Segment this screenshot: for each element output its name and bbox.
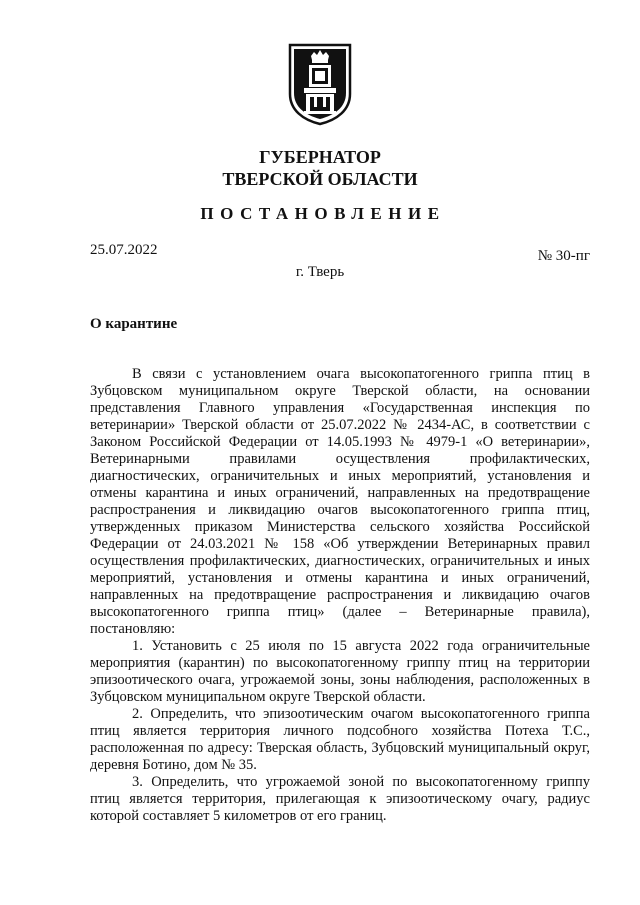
document-date: 25.07.2022 — [90, 242, 158, 258]
preamble-paragraph: В связи с установлением очага высокопатогенного гриппа птиц в Зубцовском муниципальном округе Тверской области, на основании представления Главного управления «Государственная инспекция по ветеринарии» Тверской области от 25.07.2022 № 2434-АС, в соответствии с Законом Российской Федерации от 14.05.1993 № 4979-1 «О ветеринарии», Ветеринарными правилами осуществления профилактических, диагностических, ограничительных и иных мероприятий, установления и отмены карантина и иных ограничений, направленных на предотвращение распространения и ликвидацию очагов высокопатогенного гриппа птиц, утвержденных приказом Министерства сельского хозяйства Российской Федерации от 24.03.2021 № 158 «Об утверждении Ветеринарных правил осуществления профилактических, диагностических, ограничительных и иных мероприятий, установления и отмены карантина и иных ограничений, направленных на предотвращение распространения и ликвидацию очагов высокопатогенного гриппа птиц» (далее – Ветеринарные правила), постановляю: — [90, 366, 590, 637]
document-type: ПОСТАНОВЛЕНИЕ — [200, 204, 446, 223]
document-subject: О карантине — [90, 316, 178, 332]
tver-coat-of-arms-icon — [287, 42, 353, 126]
document-number: № 30-пг — [537, 248, 590, 264]
issuer-line-1: ГУБЕРНАТОР — [259, 147, 381, 167]
document-city: г. Тверь — [295, 264, 345, 280]
clause-1-paragraph: 1. Установить с 25 июля по 15 августа 2022 года ограничительные мероприятия (карантин) по высокопатогенному гриппу птиц на территории эпизоотического очага, угрожаемой зоны, зоны наблюдения, расположенных в Зубцовском муниципальном округе Тверской области. — [90, 638, 590, 705]
clause-2-paragraph: 2. Определить, что эпизоотическим очагом высокопатогенного гриппа птиц является территория личного подсобного хозяйства Потеха Т.С., расположенная по адресу: Тверская область, Зубцовский муниципальный округ, деревня Ботино, дом № 35. — [90, 706, 590, 773]
issuer-line-2: ТВЕРСКОЙ ОБЛАСТИ — [222, 169, 418, 189]
clause-3-paragraph: 3. Определить, что угрожаемой зоной по высокопатогенному гриппу птиц является территория, прилегающая к эпизоотическому очагу, радиус которой составляет 5 километров от его границ. — [90, 774, 590, 824]
document-body — [90, 366, 590, 825]
